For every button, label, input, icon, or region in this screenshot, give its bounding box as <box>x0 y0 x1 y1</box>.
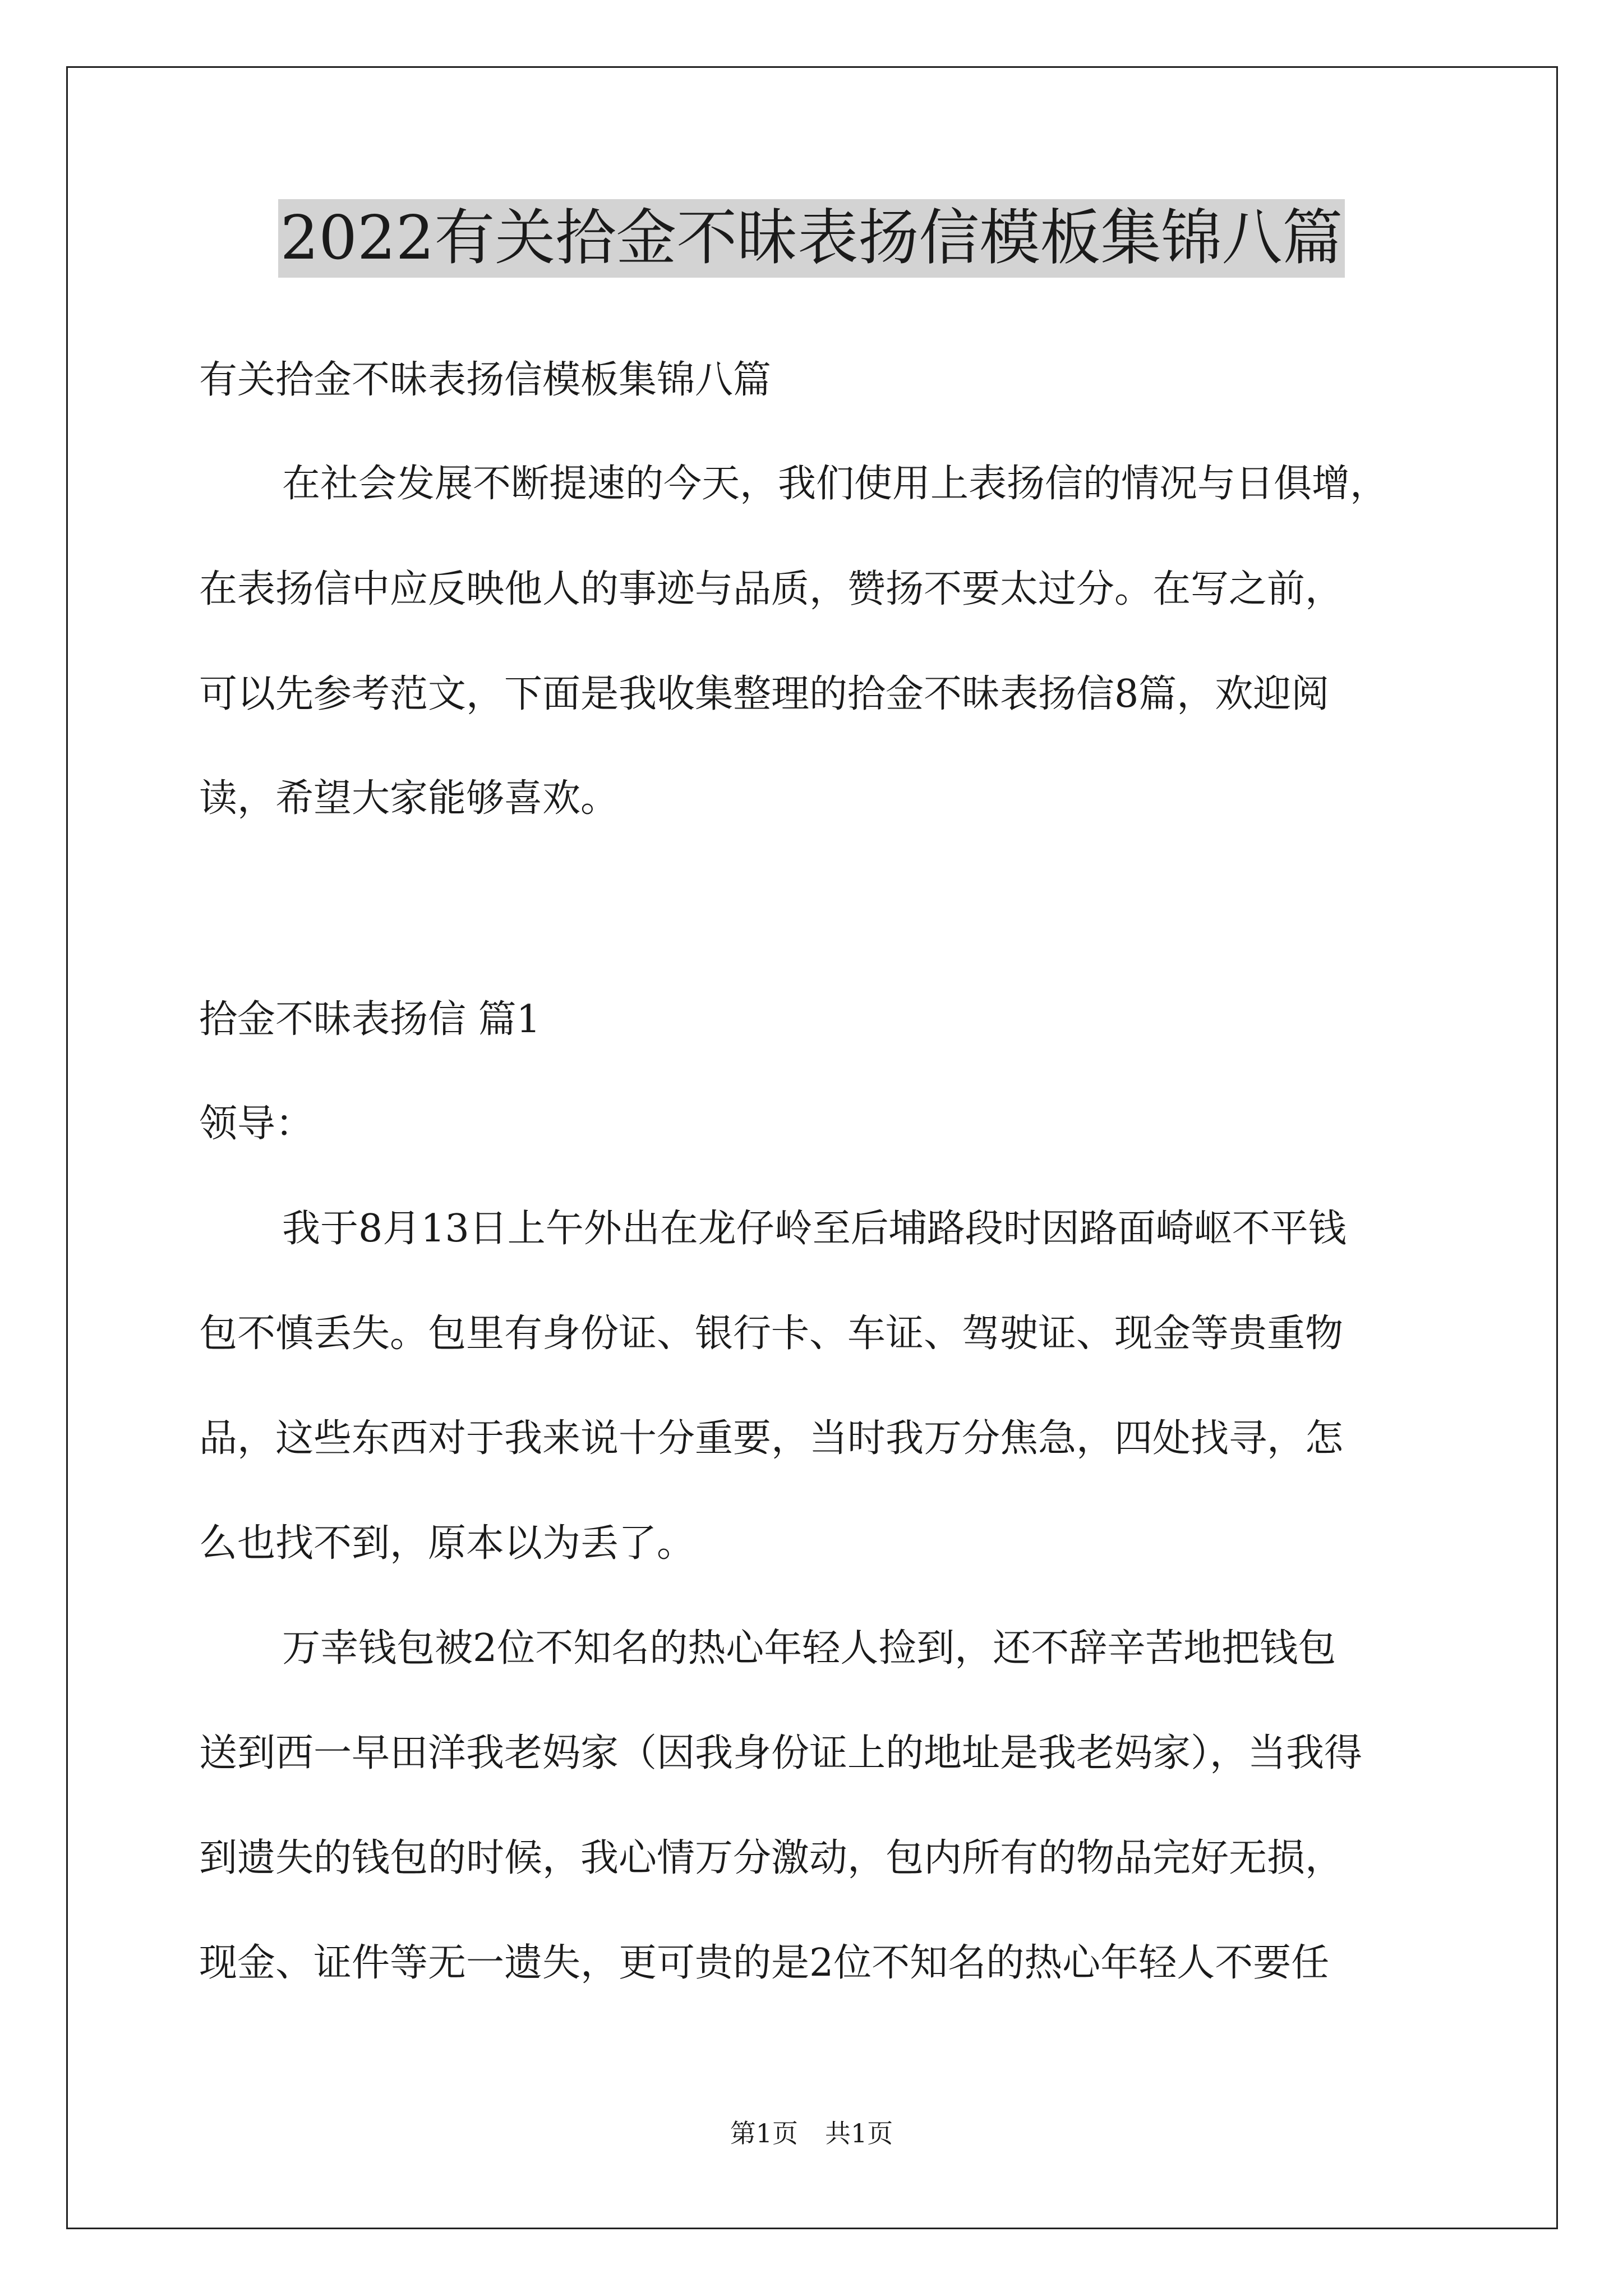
intro-line-4: 读，希望大家能够喜欢。 <box>199 776 619 821</box>
paragraph-2-line-1: 万幸钱包被2位不知名的热心年轻人捡到，还不辞辛苦地把钱包 <box>282 1626 1336 1671</box>
page-footer <box>0 2116 1623 2150</box>
paragraph-2-line-2: 送到西一早田洋我老妈家（因我身份证上的地址是我老妈家），当我得 <box>199 1731 1363 1775</box>
title-container <box>0 199 1623 278</box>
paragraph-2-line-4: 现金、证件等无一遗失，更可贵的是2位不知名的热心年轻人不要任 <box>199 1941 1330 1985</box>
page-number-total: 共1页 <box>825 2118 893 2148</box>
intro-line-3: 可以先参考范文，下面是我收集整理的拾金不昧表扬信8篇，欢迎阅 <box>199 672 1330 716</box>
intro-line-1: 在社会发展不断提速的今天，我们使用上表扬信的情况与日俱增， <box>282 462 1389 506</box>
salutation: 领导： <box>199 1102 314 1146</box>
document-title: 2022有关拾金不昧表扬信模板集锦八篇 <box>278 199 1345 278</box>
paragraph-1-line-2: 包不慎丢失。包里有身份证、银行卡、车证、驾驶证、现金等贵重物 <box>199 1312 1344 1356</box>
section-heading: 拾金不昧表扬信 篇1 <box>199 997 541 1042</box>
paragraph-1-line-4: 么也找不到，原本以为丢了。 <box>199 1521 695 1566</box>
document-subtitle: 有关拾金不昧表扬信模板集锦八篇 <box>199 358 772 402</box>
paragraph-2-line-3: 到遗失的钱包的时候，我心情万分激动，包内所有的物品完好无损， <box>199 1836 1344 1880</box>
page-number-current: 第1页 <box>730 2118 798 2148</box>
paragraph-1-line-3: 品，这些东西对于我来说十分重要，当时我万分焦急，四处找寻，怎 <box>199 1416 1344 1461</box>
intro-line-2: 在表扬信中应反映他人的事迹与品质，赞扬不要太过分。在写之前， <box>199 567 1344 611</box>
paragraph-1-line-1: 我于8月13日上午外出在龙仔岭至后埔路段时因路面崎岖不平钱 <box>282 1207 1347 1251</box>
